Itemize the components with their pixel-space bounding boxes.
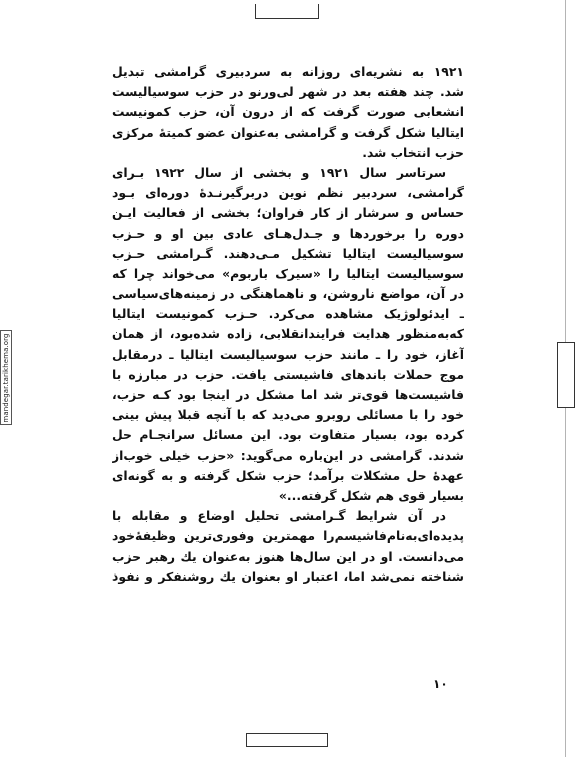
text-line: موج حملات باندهای فاشیستی یافت. حزب در مبارزه با <box>112 366 464 382</box>
text-line: گرامشی، سردبیر نظم نوین دربرگیرنـدهٔ دوره‌ای بـود <box>112 185 464 201</box>
text-line: در آن شرایط گـرامشی تحلیل اوضاع و مقابله با <box>112 508 446 524</box>
body-text <box>112 62 464 587</box>
text-line: شدند. گرامشی در این‌باره می‌گوید: «حزب خیلی خوب‌از <box>112 447 464 463</box>
text-line: پدیده‌ای‌به‌نام‌فاشیسم‌را مهمترین وفوری‌ترین وظیفهٔ‌خود <box>112 528 464 544</box>
text-line: در آن، مواضع ناروشن، و ناهماهنگی در زمینه‌های‌سیاسی <box>112 286 464 302</box>
text-line: سرتاسر سال ۱۹۲۱ و بخشی از سال ۱۹۲۲ بـرای <box>112 164 447 180</box>
page-number: ۱۰ <box>433 677 448 691</box>
text-line: ـ ایدئولوژیک مشاهده می‌کرد. حـزب کمونیست ایتالیا <box>112 306 464 322</box>
text-line: ایتالیا شکل گرفت و گرامشی به‌عنوان عضو کمیتهٔ مرکزی <box>112 124 464 140</box>
text-line: شد. چند هفته بعد در شهر لی‌ورنو در حزب سوسیالیست <box>112 84 464 100</box>
text-line: انشعابی صورت گرفت که از درون آن، حزب کمونیست <box>112 104 464 120</box>
text-line: بسیار قوی هم شکل گرفته...» <box>278 487 464 503</box>
text-line: عهدهٔ حل مشکلات برآمد؛ حزب شکل گرفته و به گونه‌ای <box>112 467 464 483</box>
page-side-marker <box>557 342 575 408</box>
text-line: کرده بود، بسیار متفاوت بود. این مسائل سرانجـام حل <box>112 427 464 443</box>
text-line: دوره را برخوردها و جـدل‌هـای عادی بین او و حـزب <box>112 225 464 241</box>
text-line: خود را با مسائلی روبرو می‌دید که با آنچه قبلا پیش بینی <box>112 407 464 423</box>
watermark-text: mandegar.tarikhema.org <box>2 332 10 423</box>
text-line: می‌دانست. او در این سال‌ها هنوز به‌عنوان یك رهبر حزب <box>112 548 464 564</box>
text-line: سوسیالیست ایتالیا تشکیل مـی‌دهند. گـرامشی حـزب <box>112 245 464 261</box>
text-line: سوسیالیست ایتالیا را «سیرک باربوم» می‌خواند چرا که <box>112 265 464 281</box>
page-top-marker <box>255 4 319 19</box>
text-line: که‌به‌منظور هدایت فرایندانقلابی، زاده شده‌بود، از همان <box>112 326 464 342</box>
page-bottom-marker <box>246 733 328 747</box>
text-line: حزب انتخاب شد. <box>362 144 464 160</box>
text-line: حساس و سرشار از کار فراوان؛ بخشی از فعالیت ایـن <box>112 205 464 221</box>
text-line: ۱۹۲۱ به نشریه‌ای روزانه به سردبیری گرامشی تبدیل <box>112 64 464 79</box>
text-line: آغاز، خود را ـ مانند حزب سوسیالیست ایتالیا ـ درمقابل <box>112 346 464 362</box>
text-line: شناخته نمی‌شد اما، اعتبار او بعنوان یك روشنفکر و نفوذ <box>112 568 464 584</box>
text-line: فاشیست‌ها قوی‌تر شد اما مشکل در اینجا بود کـه حزب، <box>112 387 464 402</box>
watermark-stamp <box>0 330 12 425</box>
